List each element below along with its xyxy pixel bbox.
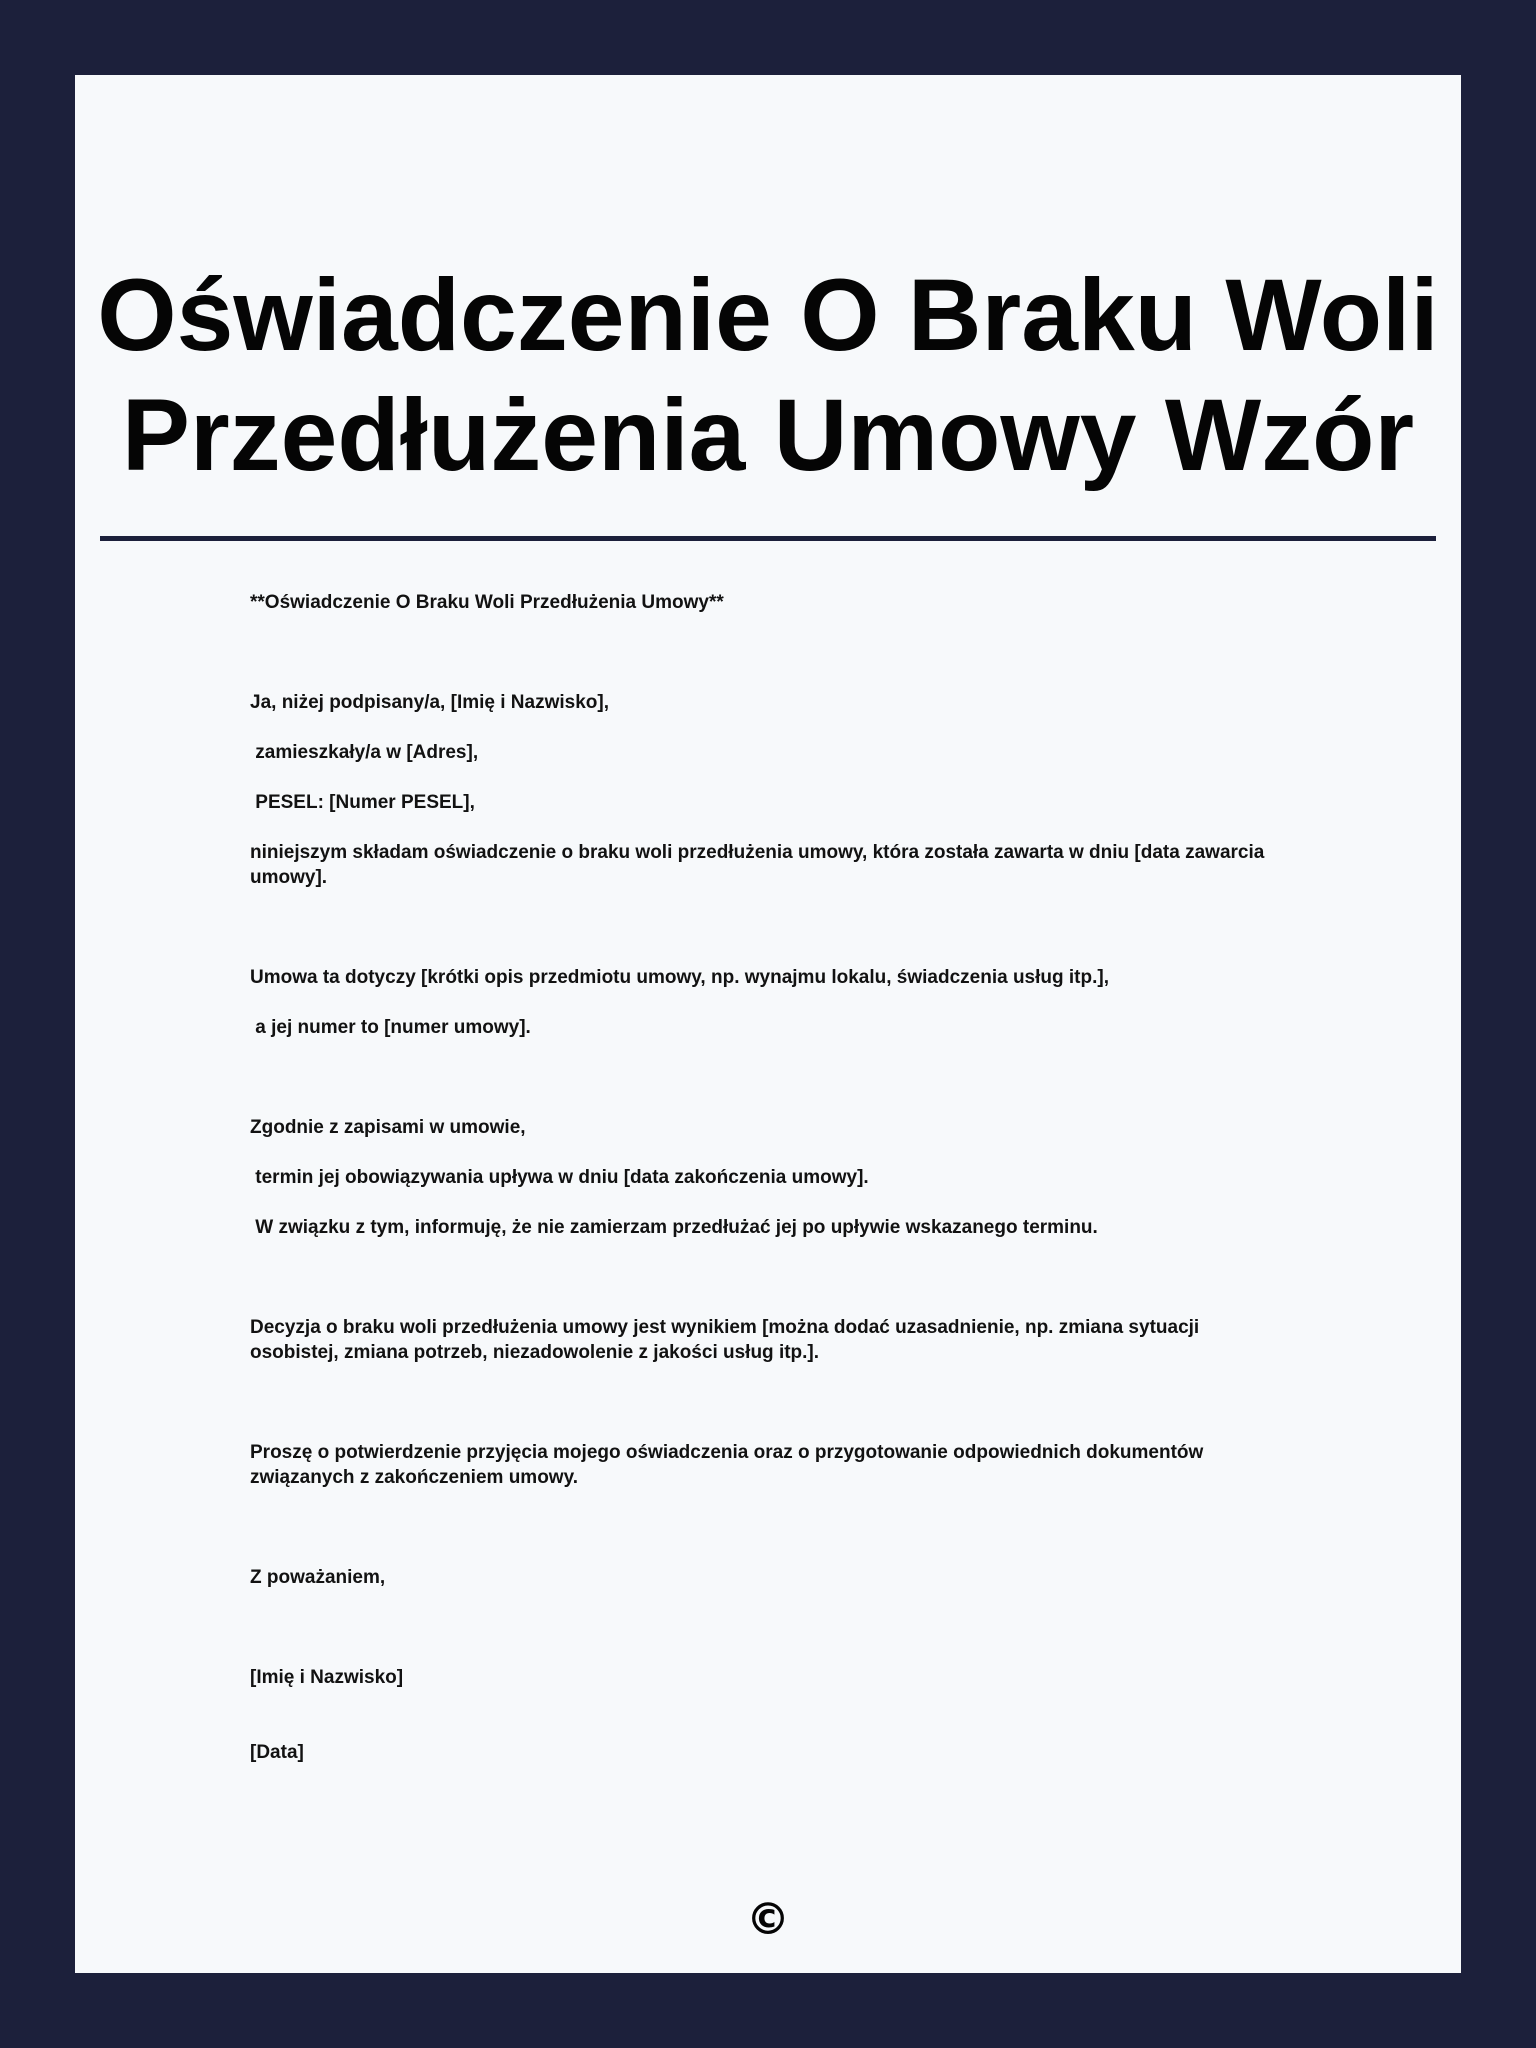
- statement-heading: **Oświadczenie O Braku Woli Przedłużenia Umowy**: [250, 592, 724, 613]
- closing-line: Z poważaniem,: [250, 1567, 386, 1588]
- document-sheet: [75, 75, 1461, 1973]
- pesel-line: PESEL: [Numer PESEL],: [250, 792, 475, 813]
- contract-terms-line: Zgodnie z zapisami w umowie,: [250, 1117, 526, 1138]
- confirmation-request-paragraph: Proszę o potwierdzenie przyjęcia mojego oświadczenia oraz o przygotowanie odpowiednich dokumentów związanych z zakończeniem umowy.: [250, 1442, 1209, 1488]
- contract-number-line: a jej numer to [numer umowy].: [250, 1017, 531, 1038]
- copyright-icon: ©: [746, 1894, 790, 1945]
- signature-name-line: [Imię i Nazwisko]: [250, 1667, 404, 1688]
- end-date-line: termin jej obowiązywania upływa w dniu [data zakończenia umowy].: [250, 1167, 869, 1188]
- no-extension-line: W związku z tym, informuję, że nie zamierzam przedłużać jej po upływie wskazanego terminu.: [250, 1217, 1098, 1238]
- signature-date-line: [Data]: [250, 1742, 304, 1763]
- title-divider: [100, 536, 1436, 541]
- reason-paragraph: Decyzja o braku woli przedłużenia umowy jest wynikiem [można dodać uzasadnienie, np. zmiana sytuacji osobistej, zmiana potrzeb, niezadowolenie z jakości usług itp.].: [250, 1317, 1205, 1363]
- declarant-line: Ja, niżej podpisany/a, [Imię i Nazwisko],: [250, 692, 609, 713]
- contract-subject-line: Umowa ta dotyczy [krótki opis przedmiotu umowy, np. wynajmu lokalu, świadczenia usług itp.],: [250, 967, 1109, 988]
- declaration-paragraph: niniejszym składam oświadczenie o braku woli przedłużenia umowy, która została zawarta w dniu [data zawarcia umowy].: [250, 842, 1270, 888]
- document-title: Oświadczenie O Braku Woli Przedłużenia Umowy Wzór: [97, 258, 1439, 492]
- address-line: zamieszkały/a w [Adres],: [250, 742, 479, 763]
